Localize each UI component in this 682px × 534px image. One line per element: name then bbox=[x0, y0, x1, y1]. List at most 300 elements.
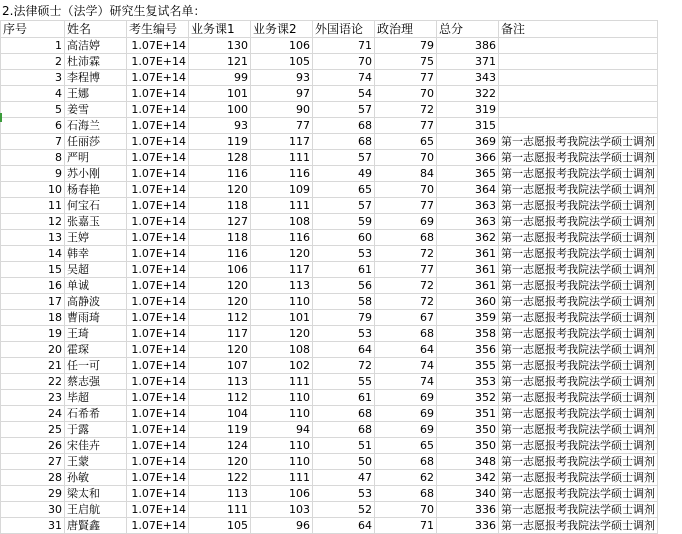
cell-seq[interactable]: 2 bbox=[1, 54, 65, 70]
cell-name[interactable]: 姜雪 bbox=[65, 102, 127, 118]
cell-politics[interactable]: 69 bbox=[375, 214, 437, 230]
cell-foreign-lang[interactable]: 53 bbox=[313, 246, 375, 262]
cell-total[interactable]: 342 bbox=[437, 470, 499, 486]
cell-foreign-lang[interactable]: 61 bbox=[313, 390, 375, 406]
cell-seq[interactable]: 6 bbox=[1, 118, 65, 134]
cell-course2[interactable]: 108 bbox=[251, 214, 313, 230]
cell-course2[interactable]: 108 bbox=[251, 342, 313, 358]
cell-foreign-lang[interactable]: 79 bbox=[313, 310, 375, 326]
cell-remark[interactable]: 第一志愿报考我院法学硕士调剂 bbox=[499, 422, 658, 438]
cell-course1[interactable]: 120 bbox=[189, 182, 251, 198]
cell-name[interactable]: 高静波 bbox=[65, 294, 127, 310]
cell-name[interactable]: 毕超 bbox=[65, 390, 127, 406]
cell-total[interactable]: 371 bbox=[437, 54, 499, 70]
cell-politics[interactable]: 77 bbox=[375, 118, 437, 134]
cell-course1[interactable]: 118 bbox=[189, 230, 251, 246]
cell-exam-no[interactable]: 1.07E+14 bbox=[127, 230, 189, 246]
cell-foreign-lang[interactable]: 52 bbox=[313, 502, 375, 518]
cell-exam-no[interactable]: 1.07E+14 bbox=[127, 86, 189, 102]
cell-politics[interactable]: 84 bbox=[375, 166, 437, 182]
cell-remark[interactable]: 第一志愿报考我院法学硕士调剂 bbox=[499, 358, 658, 374]
cell-exam-no[interactable]: 1.07E+14 bbox=[127, 454, 189, 470]
cell-seq[interactable]: 12 bbox=[1, 214, 65, 230]
cell-name[interactable]: 吴超 bbox=[65, 262, 127, 278]
cell-total[interactable]: 360 bbox=[437, 294, 499, 310]
cell-foreign-lang[interactable]: 57 bbox=[313, 102, 375, 118]
cell-name[interactable]: 王琦 bbox=[65, 326, 127, 342]
cell-course1[interactable]: 111 bbox=[189, 502, 251, 518]
cell-exam-no[interactable]: 1.07E+14 bbox=[127, 486, 189, 502]
cell-seq[interactable]: 28 bbox=[1, 470, 65, 486]
cell-name[interactable]: 王启航 bbox=[65, 502, 127, 518]
cell-remark[interactable]: 第一志愿报考我院法学硕士调剂 bbox=[499, 278, 658, 294]
cell-course2[interactable]: 117 bbox=[251, 262, 313, 278]
cell-foreign-lang[interactable]: 70 bbox=[313, 54, 375, 70]
cell-remark[interactable] bbox=[499, 54, 658, 70]
cell-total[interactable]: 350 bbox=[437, 422, 499, 438]
cell-remark[interactable]: 第一志愿报考我院法学硕士调剂 bbox=[499, 262, 658, 278]
cell-politics[interactable]: 68 bbox=[375, 326, 437, 342]
cell-course2[interactable]: 96 bbox=[251, 518, 313, 534]
cell-course1[interactable]: 122 bbox=[189, 470, 251, 486]
cell-exam-no[interactable]: 1.07E+14 bbox=[127, 150, 189, 166]
cell-seq[interactable]: 17 bbox=[1, 294, 65, 310]
cell-course2[interactable]: 102 bbox=[251, 358, 313, 374]
cell-seq[interactable]: 4 bbox=[1, 86, 65, 102]
cell-name[interactable]: 霍琛 bbox=[65, 342, 127, 358]
cell-course1[interactable]: 117 bbox=[189, 326, 251, 342]
cell-remark[interactable]: 第一志愿报考我院法学硕士调剂 bbox=[499, 438, 658, 454]
cell-politics[interactable]: 72 bbox=[375, 294, 437, 310]
cell-seq[interactable]: 24 bbox=[1, 406, 65, 422]
cell-total[interactable]: 356 bbox=[437, 342, 499, 358]
table-row bbox=[1, 326, 658, 342]
cell-course1[interactable]: 104 bbox=[189, 406, 251, 422]
cell-course1[interactable]: 112 bbox=[189, 310, 251, 326]
cell-seq[interactable]: 25 bbox=[1, 422, 65, 438]
cell-foreign-lang[interactable]: 68 bbox=[313, 422, 375, 438]
cell-total[interactable]: 315 bbox=[437, 118, 499, 134]
cell-remark[interactable]: 第一志愿报考我院法学硕士调剂 bbox=[499, 230, 658, 246]
cell-name[interactable]: 石海兰 bbox=[65, 118, 127, 134]
cell-name[interactable]: 王蒙 bbox=[65, 454, 127, 470]
cell-foreign-lang[interactable]: 61 bbox=[313, 262, 375, 278]
cell-foreign-lang[interactable]: 50 bbox=[313, 454, 375, 470]
cell-name[interactable]: 石希希 bbox=[65, 406, 127, 422]
cell-course1[interactable]: 127 bbox=[189, 214, 251, 230]
cell-politics[interactable]: 77 bbox=[375, 198, 437, 214]
cell-politics[interactable]: 68 bbox=[375, 454, 437, 470]
cell-course1[interactable]: 130 bbox=[189, 38, 251, 54]
cell-course2[interactable]: 110 bbox=[251, 438, 313, 454]
cell-foreign-lang[interactable]: 59 bbox=[313, 214, 375, 230]
cell-course2[interactable]: 111 bbox=[251, 470, 313, 486]
cell-course2[interactable]: 110 bbox=[251, 406, 313, 422]
cell-seq[interactable]: 10 bbox=[1, 182, 65, 198]
cell-exam-no[interactable]: 1.07E+14 bbox=[127, 502, 189, 518]
cell-foreign-lang[interactable]: 47 bbox=[313, 470, 375, 486]
cell-exam-no[interactable]: 1.07E+14 bbox=[127, 54, 189, 70]
table-row bbox=[1, 342, 658, 358]
header-seq[interactable]: 序号 bbox=[1, 21, 65, 38]
cell-remark[interactable] bbox=[499, 70, 658, 86]
cell-course1[interactable]: 120 bbox=[189, 294, 251, 310]
cell-exam-no[interactable]: 1.07E+14 bbox=[127, 518, 189, 534]
table-row bbox=[1, 38, 658, 54]
cell-course2[interactable]: 106 bbox=[251, 38, 313, 54]
cell-name[interactable]: 严明 bbox=[65, 150, 127, 166]
cell-course1[interactable]: 113 bbox=[189, 486, 251, 502]
cell-course1[interactable]: 120 bbox=[189, 278, 251, 294]
cell-course2[interactable]: 116 bbox=[251, 166, 313, 182]
cell-seq[interactable]: 21 bbox=[1, 358, 65, 374]
cell-course1[interactable]: 106 bbox=[189, 262, 251, 278]
cell-foreign-lang[interactable]: 56 bbox=[313, 278, 375, 294]
header-politics[interactable]: 政治理 bbox=[375, 21, 437, 38]
cell-total[interactable]: 322 bbox=[437, 86, 499, 102]
cell-course2[interactable]: 97 bbox=[251, 86, 313, 102]
cell-seq[interactable]: 11 bbox=[1, 198, 65, 214]
cell-remark[interactable]: 第一志愿报考我院法学硕士调剂 bbox=[499, 214, 658, 230]
cell-total[interactable]: 351 bbox=[437, 406, 499, 422]
cell-foreign-lang[interactable]: 71 bbox=[313, 38, 375, 54]
cell-seq[interactable]: 29 bbox=[1, 486, 65, 502]
cell-exam-no[interactable]: 1.07E+14 bbox=[127, 326, 189, 342]
cell-seq[interactable]: 31 bbox=[1, 518, 65, 534]
table-row bbox=[1, 358, 658, 374]
cell-politics[interactable]: 72 bbox=[375, 102, 437, 118]
cell-remark[interactable]: 第一志愿报考我院法学硕士调剂 bbox=[499, 518, 658, 534]
cell-foreign-lang[interactable]: 49 bbox=[313, 166, 375, 182]
cell-exam-no[interactable]: 1.07E+14 bbox=[127, 102, 189, 118]
cell-remark[interactable]: 第一志愿报考我院法学硕士调剂 bbox=[499, 390, 658, 406]
cell-name[interactable]: 李程博 bbox=[65, 70, 127, 86]
header-course2[interactable]: 业务课2 bbox=[251, 21, 313, 38]
cell-exam-no[interactable]: 1.07E+14 bbox=[127, 358, 189, 374]
cell-seq[interactable]: 14 bbox=[1, 246, 65, 262]
cell-course2[interactable]: 117 bbox=[251, 134, 313, 150]
cell-foreign-lang[interactable]: 68 bbox=[313, 406, 375, 422]
cell-course2[interactable]: 111 bbox=[251, 150, 313, 166]
cell-name[interactable]: 蔡志强 bbox=[65, 374, 127, 390]
cell-course2[interactable]: 109 bbox=[251, 182, 313, 198]
cell-course1[interactable]: 107 bbox=[189, 358, 251, 374]
cell-total[interactable]: 336 bbox=[437, 502, 499, 518]
cell-name[interactable]: 唐賢鑫 bbox=[65, 518, 127, 534]
cell-seq[interactable]: 9 bbox=[1, 166, 65, 182]
cell-name[interactable]: 梁太和 bbox=[65, 486, 127, 502]
cell-name[interactable]: 单诚 bbox=[65, 278, 127, 294]
cell-course2[interactable]: 93 bbox=[251, 70, 313, 86]
cell-exam-no[interactable]: 1.07E+14 bbox=[127, 278, 189, 294]
cell-remark[interactable]: 第一志愿报考我院法学硕士调剂 bbox=[499, 182, 658, 198]
cell-name[interactable]: 于露 bbox=[65, 422, 127, 438]
cell-total[interactable]: 363 bbox=[437, 198, 499, 214]
cell-seq[interactable]: 30 bbox=[1, 502, 65, 518]
cell-foreign-lang[interactable]: 74 bbox=[313, 70, 375, 86]
cell-foreign-lang[interactable]: 64 bbox=[313, 518, 375, 534]
cell-total[interactable]: 363 bbox=[437, 214, 499, 230]
cell-exam-no[interactable]: 1.07E+14 bbox=[127, 374, 189, 390]
cell-exam-no[interactable]: 1.07E+14 bbox=[127, 70, 189, 86]
cell-seq[interactable]: 13 bbox=[1, 230, 65, 246]
cell-course2[interactable]: 103 bbox=[251, 502, 313, 518]
cell-exam-no[interactable]: 1.07E+14 bbox=[127, 422, 189, 438]
cell-seq[interactable]: 5 bbox=[1, 102, 65, 118]
cell-seq[interactable]: 22 bbox=[1, 374, 65, 390]
cell-name[interactable]: 王娜 bbox=[65, 86, 127, 102]
cell-seq[interactable]: 23 bbox=[1, 390, 65, 406]
cell-course2[interactable]: 106 bbox=[251, 486, 313, 502]
cell-remark[interactable]: 第一志愿报考我院法学硕士调剂 bbox=[499, 342, 658, 358]
cell-politics[interactable]: 68 bbox=[375, 486, 437, 502]
cell-exam-no[interactable]: 1.07E+14 bbox=[127, 182, 189, 198]
cell-course1[interactable]: 119 bbox=[189, 422, 251, 438]
header-total[interactable]: 总分 bbox=[437, 21, 499, 38]
cell-politics[interactable]: 70 bbox=[375, 150, 437, 166]
cell-course2[interactable]: 120 bbox=[251, 246, 313, 262]
cell-course2[interactable]: 111 bbox=[251, 198, 313, 214]
cell-remark[interactable]: 第一志愿报考我院法学硕士调剂 bbox=[499, 406, 658, 422]
cell-course1[interactable]: 118 bbox=[189, 198, 251, 214]
cell-course2[interactable]: 105 bbox=[251, 54, 313, 70]
cell-foreign-lang[interactable]: 68 bbox=[313, 134, 375, 150]
cell-politics[interactable]: 79 bbox=[375, 38, 437, 54]
cell-exam-no[interactable]: 1.07E+14 bbox=[127, 470, 189, 486]
cell-foreign-lang[interactable]: 57 bbox=[313, 198, 375, 214]
cell-remark[interactable]: 第一志愿报考我院法学硕士调剂 bbox=[499, 374, 658, 390]
cell-remark[interactable] bbox=[499, 86, 658, 102]
cell-foreign-lang[interactable]: 65 bbox=[313, 182, 375, 198]
cell-politics[interactable]: 70 bbox=[375, 86, 437, 102]
cell-course2[interactable]: 77 bbox=[251, 118, 313, 134]
table-row bbox=[1, 374, 658, 390]
cell-politics[interactable]: 69 bbox=[375, 422, 437, 438]
cell-seq[interactable]: 1 bbox=[1, 38, 65, 54]
header-exam-no[interactable]: 考生编号 bbox=[127, 21, 189, 38]
cell-politics[interactable]: 75 bbox=[375, 54, 437, 70]
cell-seq[interactable]: 3 bbox=[1, 70, 65, 86]
cell-course2[interactable]: 111 bbox=[251, 374, 313, 390]
cell-politics[interactable]: 71 bbox=[375, 518, 437, 534]
cell-total[interactable]: 364 bbox=[437, 182, 499, 198]
cell-course2[interactable]: 110 bbox=[251, 454, 313, 470]
cell-exam-no[interactable]: 1.07E+14 bbox=[127, 310, 189, 326]
cell-foreign-lang[interactable]: 54 bbox=[313, 86, 375, 102]
cell-total[interactable]: 348 bbox=[437, 454, 499, 470]
cell-seq[interactable]: 8 bbox=[1, 150, 65, 166]
cell-politics[interactable]: 70 bbox=[375, 502, 437, 518]
header-row bbox=[1, 21, 658, 38]
cell-remark[interactable]: 第一志愿报考我院法学硕士调剂 bbox=[499, 150, 658, 166]
cell-politics[interactable]: 77 bbox=[375, 262, 437, 278]
cell-total[interactable]: 361 bbox=[437, 278, 499, 294]
cell-total[interactable]: 340 bbox=[437, 486, 499, 502]
cell-name[interactable]: 任丽莎 bbox=[65, 134, 127, 150]
cell-seq[interactable]: 18 bbox=[1, 310, 65, 326]
cell-politics[interactable]: 72 bbox=[375, 246, 437, 262]
cell-course1[interactable]: 93 bbox=[189, 118, 251, 134]
header-course1[interactable]: 业务课1 bbox=[189, 21, 251, 38]
cell-exam-no[interactable]: 1.07E+14 bbox=[127, 390, 189, 406]
cell-remark[interactable]: 第一志愿报考我院法学硕士调剂 bbox=[499, 470, 658, 486]
cell-total[interactable]: 369 bbox=[437, 134, 499, 150]
cell-seq[interactable]: 27 bbox=[1, 454, 65, 470]
cell-foreign-lang[interactable]: 57 bbox=[313, 150, 375, 166]
cell-remark[interactable]: 第一志愿报考我院法学硕士调剂 bbox=[499, 134, 658, 150]
cell-politics[interactable]: 64 bbox=[375, 342, 437, 358]
cell-course1[interactable]: 100 bbox=[189, 102, 251, 118]
cell-remark[interactable] bbox=[499, 118, 658, 134]
cell-remark[interactable]: 第一志愿报考我院法学硕士调剂 bbox=[499, 310, 658, 326]
cell-remark[interactable]: 第一志愿报考我院法学硕士调剂 bbox=[499, 454, 658, 470]
cell-politics[interactable]: 62 bbox=[375, 470, 437, 486]
cell-total[interactable]: 361 bbox=[437, 262, 499, 278]
cell-total[interactable]: 353 bbox=[437, 374, 499, 390]
cell-seq[interactable]: 20 bbox=[1, 342, 65, 358]
cell-remark[interactable]: 第一志愿报考我院法学硕士调剂 bbox=[499, 246, 658, 262]
cell-course1[interactable]: 105 bbox=[189, 518, 251, 534]
cell-politics[interactable]: 68 bbox=[375, 230, 437, 246]
cell-course1[interactable]: 119 bbox=[189, 134, 251, 150]
table-row bbox=[1, 118, 658, 134]
cell-course1[interactable]: 120 bbox=[189, 454, 251, 470]
cell-foreign-lang[interactable]: 72 bbox=[313, 358, 375, 374]
table-row bbox=[1, 102, 658, 118]
cell-total[interactable]: 358 bbox=[437, 326, 499, 342]
cell-exam-no[interactable]: 1.07E+14 bbox=[127, 134, 189, 150]
cell-exam-no[interactable]: 1.07E+14 bbox=[127, 166, 189, 182]
cell-name[interactable]: 曹雨琦 bbox=[65, 310, 127, 326]
cell-name[interactable]: 张嘉玉 bbox=[65, 214, 127, 230]
cell-remark[interactable]: 第一志愿报考我院法学硕士调剂 bbox=[499, 166, 658, 182]
cell-seq[interactable]: 16 bbox=[1, 278, 65, 294]
cell-total[interactable]: 359 bbox=[437, 310, 499, 326]
cell-remark[interactable]: 第一志愿报考我院法学硕士调剂 bbox=[499, 198, 658, 214]
sheet-title[interactable]: 2.法律硕士（法学）研究生复试名单： bbox=[2, 4, 206, 18]
cell-seq[interactable]: 7 bbox=[1, 134, 65, 150]
cell-course2[interactable]: 101 bbox=[251, 310, 313, 326]
cell-politics[interactable]: 77 bbox=[375, 70, 437, 86]
cell-course2[interactable]: 110 bbox=[251, 294, 313, 310]
cell-politics[interactable]: 70 bbox=[375, 182, 437, 198]
cell-course2[interactable]: 116 bbox=[251, 230, 313, 246]
cell-foreign-lang[interactable]: 58 bbox=[313, 294, 375, 310]
header-foreign-lang[interactable]: 外国语论 bbox=[313, 21, 375, 38]
cell-foreign-lang[interactable]: 53 bbox=[313, 326, 375, 342]
cell-name[interactable]: 杨春艳 bbox=[65, 182, 127, 198]
table-row bbox=[1, 166, 658, 182]
cell-course1[interactable]: 120 bbox=[189, 342, 251, 358]
cell-exam-no[interactable]: 1.07E+14 bbox=[127, 214, 189, 230]
cell-total[interactable]: 361 bbox=[437, 246, 499, 262]
cell-total[interactable]: 386 bbox=[437, 38, 499, 54]
table-row bbox=[1, 310, 658, 326]
cell-name[interactable]: 苏小刚 bbox=[65, 166, 127, 182]
cell-course2[interactable]: 110 bbox=[251, 390, 313, 406]
cell-politics[interactable]: 74 bbox=[375, 374, 437, 390]
cell-name[interactable]: 高洁婷 bbox=[65, 38, 127, 54]
cell-foreign-lang[interactable]: 53 bbox=[313, 486, 375, 502]
cell-total[interactable]: 355 bbox=[437, 358, 499, 374]
cell-exam-no[interactable]: 1.07E+14 bbox=[127, 438, 189, 454]
cell-course2[interactable]: 94 bbox=[251, 422, 313, 438]
cell-course1[interactable]: 116 bbox=[189, 246, 251, 262]
cell-name[interactable]: 杜沛霖 bbox=[65, 54, 127, 70]
cell-politics[interactable]: 69 bbox=[375, 406, 437, 422]
cell-total[interactable]: 336 bbox=[437, 518, 499, 534]
cell-total[interactable]: 366 bbox=[437, 150, 499, 166]
cell-politics[interactable]: 74 bbox=[375, 358, 437, 374]
cell-total[interactable]: 319 bbox=[437, 102, 499, 118]
cell-foreign-lang[interactable]: 68 bbox=[313, 118, 375, 134]
cell-politics[interactable]: 65 bbox=[375, 134, 437, 150]
cell-exam-no[interactable]: 1.07E+14 bbox=[127, 246, 189, 262]
cell-foreign-lang[interactable]: 64 bbox=[313, 342, 375, 358]
cell-name[interactable]: 任一可 bbox=[65, 358, 127, 374]
cell-remark[interactable] bbox=[499, 102, 658, 118]
cell-politics[interactable]: 65 bbox=[375, 438, 437, 454]
cell-course2[interactable]: 120 bbox=[251, 326, 313, 342]
cell-politics[interactable]: 67 bbox=[375, 310, 437, 326]
cell-seq[interactable]: 26 bbox=[1, 438, 65, 454]
cell-total[interactable]: 350 bbox=[437, 438, 499, 454]
cell-course1[interactable]: 116 bbox=[189, 166, 251, 182]
cell-seq[interactable]: 19 bbox=[1, 326, 65, 342]
cell-total[interactable]: 362 bbox=[437, 230, 499, 246]
cell-name[interactable]: 宋佳卉 bbox=[65, 438, 127, 454]
header-name[interactable]: 姓名 bbox=[65, 21, 127, 38]
cell-name[interactable]: 韩幸 bbox=[65, 246, 127, 262]
cell-exam-no[interactable]: 1.07E+14 bbox=[127, 262, 189, 278]
cell-foreign-lang[interactable]: 55 bbox=[313, 374, 375, 390]
cell-remark[interactable] bbox=[499, 38, 658, 54]
cell-foreign-lang[interactable]: 60 bbox=[313, 230, 375, 246]
cell-exam-no[interactable]: 1.07E+14 bbox=[127, 118, 189, 134]
cell-course2[interactable]: 90 bbox=[251, 102, 313, 118]
cell-total[interactable]: 365 bbox=[437, 166, 499, 182]
cell-exam-no[interactable]: 1.07E+14 bbox=[127, 406, 189, 422]
cell-remark[interactable]: 第一志愿报考我院法学硕士调剂 bbox=[499, 326, 658, 342]
cell-course1[interactable]: 112 bbox=[189, 390, 251, 406]
cell-exam-no[interactable]: 1.07E+14 bbox=[127, 198, 189, 214]
cell-name[interactable]: 何宝石 bbox=[65, 198, 127, 214]
cell-course1[interactable]: 124 bbox=[189, 438, 251, 454]
cell-politics[interactable]: 72 bbox=[375, 278, 437, 294]
cell-course1[interactable]: 128 bbox=[189, 150, 251, 166]
cell-remark[interactable]: 第一志愿报考我院法学硕士调剂 bbox=[499, 502, 658, 518]
cell-exam-no[interactable]: 1.07E+14 bbox=[127, 294, 189, 310]
cell-name[interactable]: 孙敏 bbox=[65, 470, 127, 486]
cell-total[interactable]: 343 bbox=[437, 70, 499, 86]
cell-total[interactable]: 352 bbox=[437, 390, 499, 406]
table-row bbox=[1, 438, 658, 454]
cell-remark[interactable]: 第一志愿报考我院法学硕士调剂 bbox=[499, 486, 658, 502]
cell-exam-no[interactable]: 1.07E+14 bbox=[127, 38, 189, 54]
header-remark[interactable]: 备注 bbox=[499, 21, 658, 38]
cell-course1[interactable]: 101 bbox=[189, 86, 251, 102]
cell-exam-no[interactable]: 1.07E+14 bbox=[127, 342, 189, 358]
cell-course2[interactable]: 113 bbox=[251, 278, 313, 294]
cell-seq[interactable]: 15 bbox=[1, 262, 65, 278]
cell-foreign-lang[interactable]: 51 bbox=[313, 438, 375, 454]
cell-course1[interactable]: 99 bbox=[189, 70, 251, 86]
cell-course1[interactable]: 113 bbox=[189, 374, 251, 390]
cell-name[interactable]: 王婷 bbox=[65, 230, 127, 246]
cell-course1[interactable]: 121 bbox=[189, 54, 251, 70]
cell-politics[interactable]: 69 bbox=[375, 390, 437, 406]
cell-remark[interactable]: 第一志愿报考我院法学硕士调剂 bbox=[499, 294, 658, 310]
